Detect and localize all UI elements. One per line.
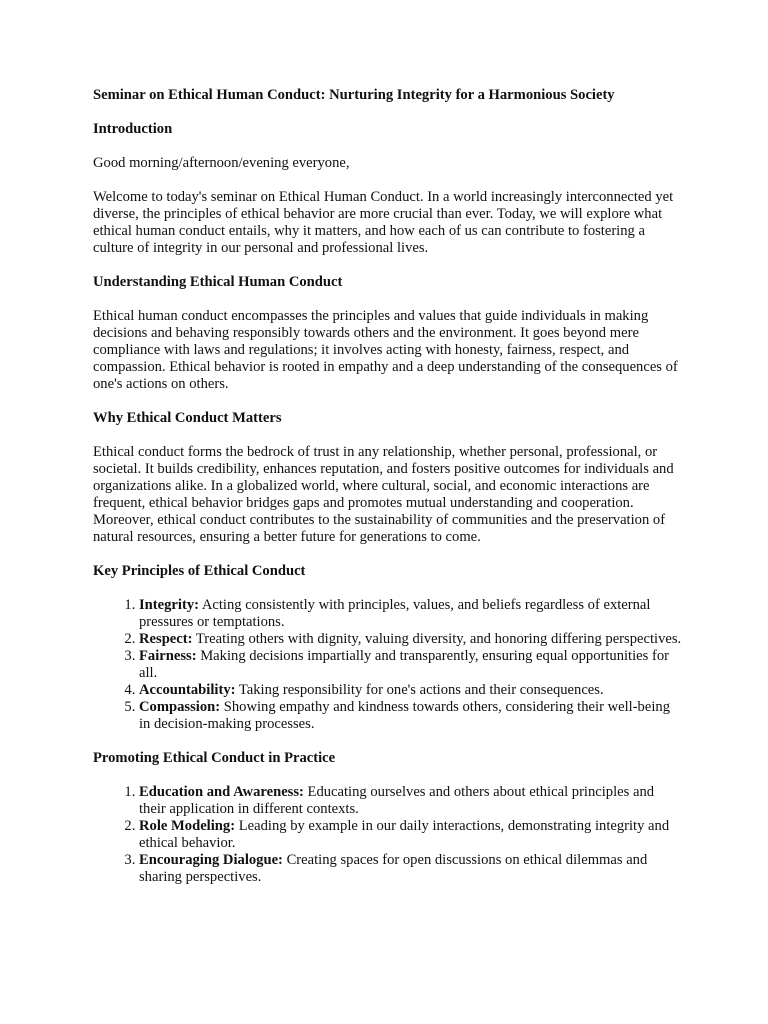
list-item-text: Showing empathy and kindness towards others, considering their well-being in decision-making processes.: [139, 699, 670, 732]
list-item-term: Encouraging Dialogue:: [139, 852, 283, 868]
document-title: Seminar on Ethical Human Conduct: Nurturing Integrity for a Harmonious Society: [93, 87, 615, 103]
understanding-paragraph: Ethical human conduct encompasses the principles and values that guide individuals in making decisions and behaving responsibly towards others and the environment. It goes beyond mere compliance with laws and regulations; it involves acting with honesty, fairness, respect, and compassion. Ethical behavior is rooted in empathy and a deep understanding of the consequences of one's actions on others.: [93, 308, 678, 392]
list-item-text: Making decisions impartially and transparently, ensuring equal opportunities for all.: [139, 648, 669, 681]
section-heading-principles: Key Principles of Ethical Conduct: [93, 563, 306, 579]
list-item-term: Fairness:: [139, 648, 197, 664]
list-item: [139, 818, 683, 852]
list-item-term: Education and Awareness:: [139, 784, 304, 800]
section-heading-why-matters: Why Ethical Conduct Matters: [93, 410, 282, 426]
list-item-term: Accountability:: [139, 682, 236, 698]
list-item-term: Respect:: [139, 631, 193, 647]
section-heading-introduction: Introduction: [93, 121, 173, 137]
list-item-text: Taking responsibility for one's actions and their consequences.: [235, 682, 604, 698]
section-heading-promoting: Promoting Ethical Conduct in Practice: [93, 750, 336, 766]
list-item: [139, 699, 683, 733]
list-item: [139, 597, 683, 631]
list-item-term: Integrity:: [139, 597, 199, 613]
list-item: [139, 852, 683, 886]
list-item: [139, 648, 683, 682]
list-item-text: Treating others with dignity, valuing diversity, and honoring differing perspectives.: [192, 631, 682, 647]
document-page: [93, 87, 683, 903]
list-item: [139, 784, 683, 818]
list-item-text: Creating spaces for open discussions on ethical dilemmas and sharing perspectives.: [139, 852, 648, 885]
why-matters-paragraph: Ethical conduct forms the bedrock of trust in any relationship, whether personal, professional, or societal. It builds credibility, enhances reputation, and fosters positive outcomes for individuals and organizations alike. In a globalized world, where cultural, social, and economic interactions are frequent, ethical behavior bridges gaps and promotes mutual understanding and cooperation. Moreover, ethical conduct contributes to the sustainability of communities and the preservation of natural resources, ensuring a better future for generations to come.: [93, 444, 674, 545]
principles-list: [93, 597, 683, 733]
list-item-text: Leading by example in our daily interactions, demonstrating integrity and ethical behavior.: [139, 818, 670, 851]
introduction-paragraph: Welcome to today's seminar on Ethical Human Conduct. In a world increasingly interconnected yet diverse, the principles of ethical behavior are more crucial than ever. Today, we will explore what ethical human conduct entails, why it matters, and how each of us can contribute to fostering a culture of integrity in our personal and professional lives.: [93, 189, 674, 256]
list-item-text: Acting consistently with principles, values, and beliefs regardless of external pressures or temptations.: [139, 597, 651, 630]
section-heading-understanding: Understanding Ethical Human Conduct: [93, 274, 343, 290]
list-item-term: Role Modeling:: [139, 818, 236, 834]
list-item: [139, 682, 683, 699]
list-item: [139, 631, 683, 648]
promoting-list: [93, 784, 683, 886]
list-item-text: Educating ourselves and others about ethical principles and their application in different contexts.: [139, 784, 655, 817]
list-item-term: Compassion:: [139, 699, 221, 715]
greeting-paragraph: Good morning/afternoon/evening everyone,: [93, 155, 350, 171]
